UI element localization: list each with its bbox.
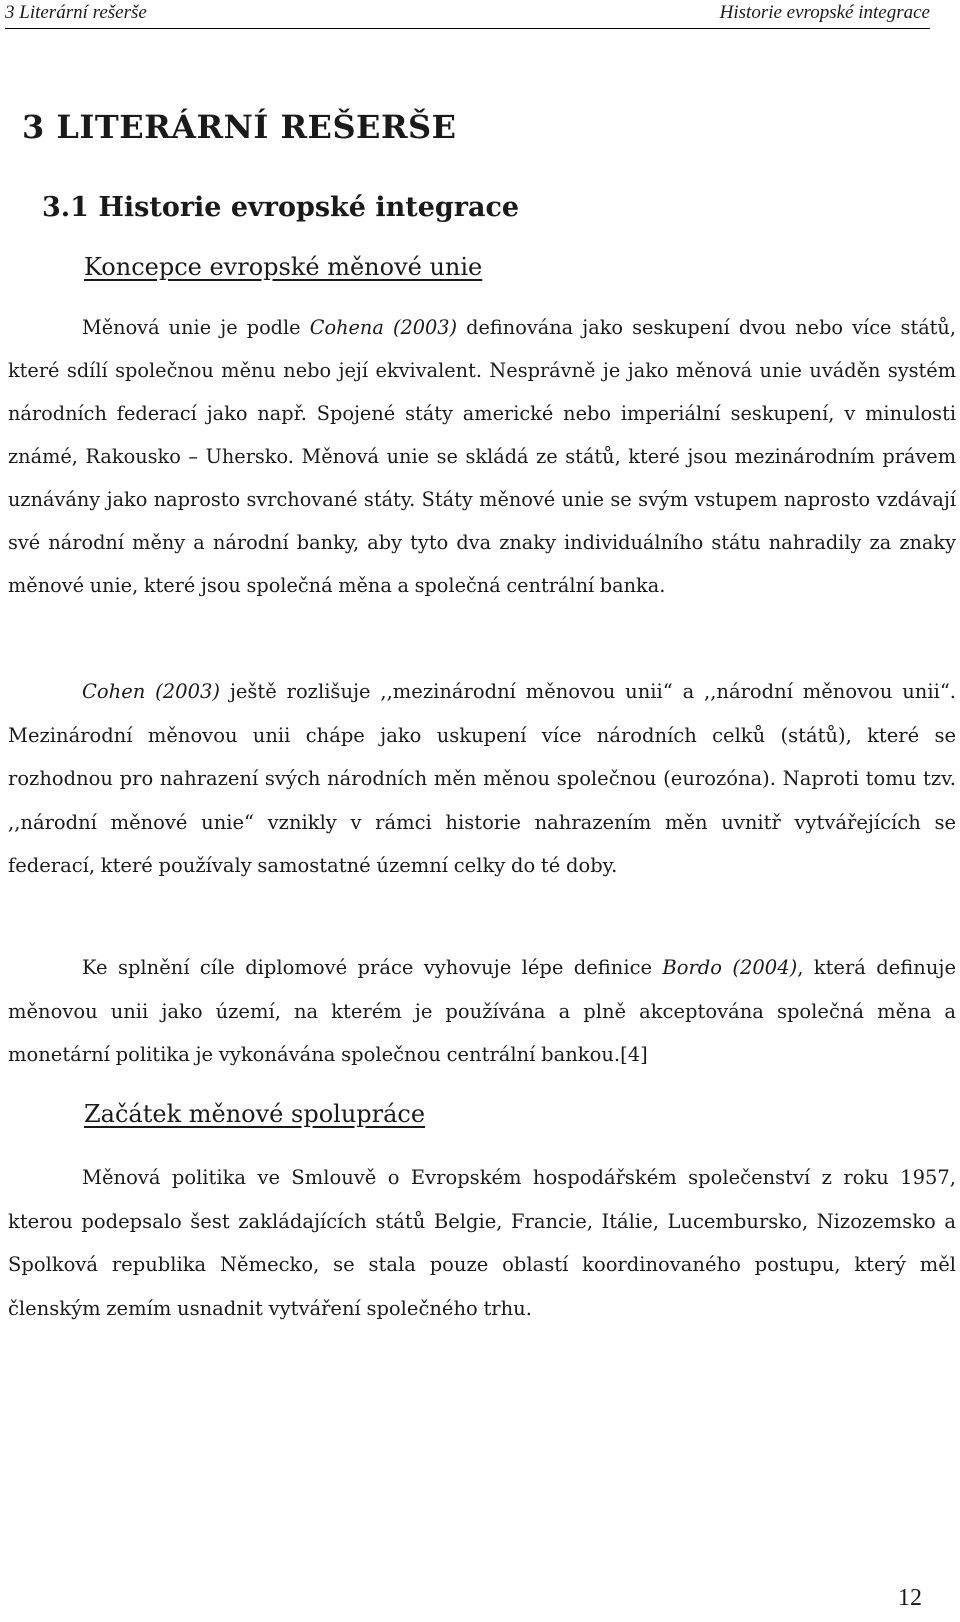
chapter-title: 3 LITERÁRNÍ REŠERŠE <box>22 108 457 146</box>
paragraph-distinction <box>8 670 956 888</box>
subsection-heading-zacatek: Začátek měnové spolupráce <box>84 1100 426 1128</box>
citation-cohena: Cohena (2003) <box>309 316 458 339</box>
running-header-section: Historie evropské integrace <box>719 2 930 23</box>
subsection-heading-koncepce: Koncepce evropské měnové unie <box>84 253 483 281</box>
paragraph-definition-body: definována jako seskupení dvou nebo více států, které sdílí společnou měnu nebo její ekvivalent. Nesprávně je jako měnová unie uváděn systém národních federací jako např. Spojené státy americké nebo imperiální seskupení, v minulosti známé, Rakousko – Uhersko. Měnová unie se skládá ze států, které jsou mezinárodním právem uznávány jako naprosto svrchované státy. Státy měnové unie se svým vstupem naprosto vzdávají své národní měny a národní banky, aby tyto dva znaky individuálního státu nahradily za znaky měnové unie, které jsou společná měna a společná centrální banka. <box>8 316 956 597</box>
paragraph-definition-lead: Měnová unie je podle <box>82 316 310 339</box>
page-number: 12 <box>898 1585 922 1611</box>
paragraph-bordo <box>8 946 956 1077</box>
running-header-chapter: 3 Literární rešerše <box>5 2 147 23</box>
paragraph-bordo-body: , která definuje měnovou unii jako území, na kterém je používána a plně akceptována společná měna a monetární politika je vykonávána společnou centrální bankou.[4] <box>8 956 956 1066</box>
paragraph-bordo-lead: Ke splnění cíle diplomové práce vyhovuje lépe definice <box>82 956 663 979</box>
paragraph-distinction-body: ještě rozlišuje ,,mezinárodní měnovou unii“ a ,,národní měnovou unii“. Mezinárodní měnovou unii chápe jako uskupení více národních celků (států), které se rozhodnou pro nahrazení svých národních měn měnou společnou (eurozóna). Naproti tomu tzv. ,,národní měnové unie“ vznikly v rámci historie nahrazením měn uvnitř vytvářejících se federací, které používaly samostatné územní celky do té doby. <box>8 680 957 877</box>
running-header <box>5 2 930 29</box>
citation-bordo: Bordo (2004) <box>662 956 798 979</box>
citation-cohen: Cohen (2003) <box>82 680 220 703</box>
section-title: 3.1 Historie evropské integrace <box>42 192 520 223</box>
paragraph-treaty: Měnová politika ve Smlouvě o Evropském hospodářském společenství z roku 1957, kterou podepsalo šest zakládajících států Belgie, Francie, Itálie, Lucembursko, Nizozemsko a Spolková republika Německo, se stala pouze oblastí koordinovaného postupu, který měl členským zemím usnadnit vytváření společného trhu. <box>8 1166 956 1320</box>
paragraph-definition <box>8 306 956 607</box>
